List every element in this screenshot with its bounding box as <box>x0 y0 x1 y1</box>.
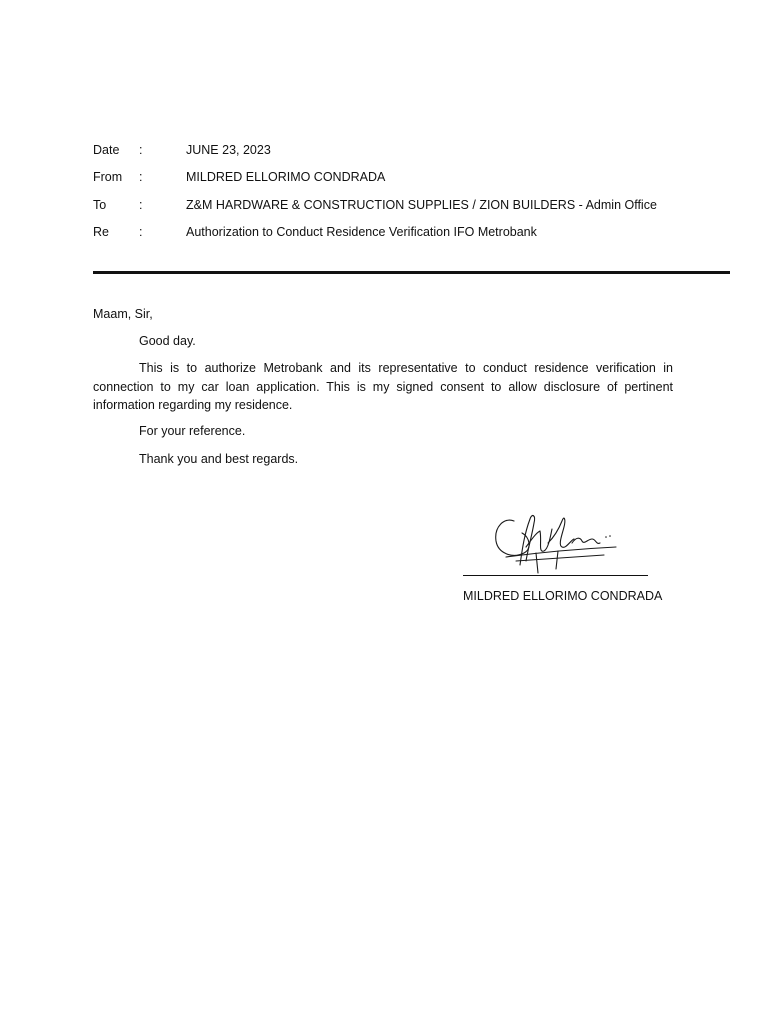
to-label: To <box>93 198 107 212</box>
header-divider <box>93 271 730 274</box>
re-colon: : <box>139 225 143 239</box>
header-to-row <box>93 196 733 214</box>
handwritten-signature <box>486 503 626 575</box>
from-value: MILDRED ELLORIMO CONDRADA <box>186 170 386 184</box>
header-date-row <box>93 141 733 159</box>
to-colon: : <box>139 198 143 212</box>
re-label: Re <box>93 225 109 239</box>
date-label: Date <box>93 143 120 157</box>
header-re-row <box>93 223 733 241</box>
signatory-name: MILDRED ELLORIMO CONDRADA <box>463 589 663 603</box>
from-label: From <box>93 170 123 184</box>
header-from-row <box>93 168 733 186</box>
greeting: Good day. <box>139 334 196 348</box>
from-colon: : <box>139 170 143 184</box>
to-value: Z&M HARDWARE & CONSTRUCTION SUPPLIES / ZION BUILDERS - Admin Office <box>186 198 657 212</box>
date-value: JUNE 23, 2023 <box>186 143 271 157</box>
reference-line: For your reference. <box>139 424 246 438</box>
salutation: Maam, Sir, <box>93 307 153 321</box>
re-value: Authorization to Conduct Residence Verification IFO Metrobank <box>186 225 537 239</box>
closing-line: Thank you and best regards. <box>139 452 299 466</box>
signature-line <box>463 575 648 576</box>
body-paragraph: This is to authorize Metrobank and its representative to conduct residence verification in connection to my car loan application. This is my signed consent to allow disclosure of pertinent information regarding my residence. <box>93 361 673 412</box>
date-colon: : <box>139 143 143 157</box>
